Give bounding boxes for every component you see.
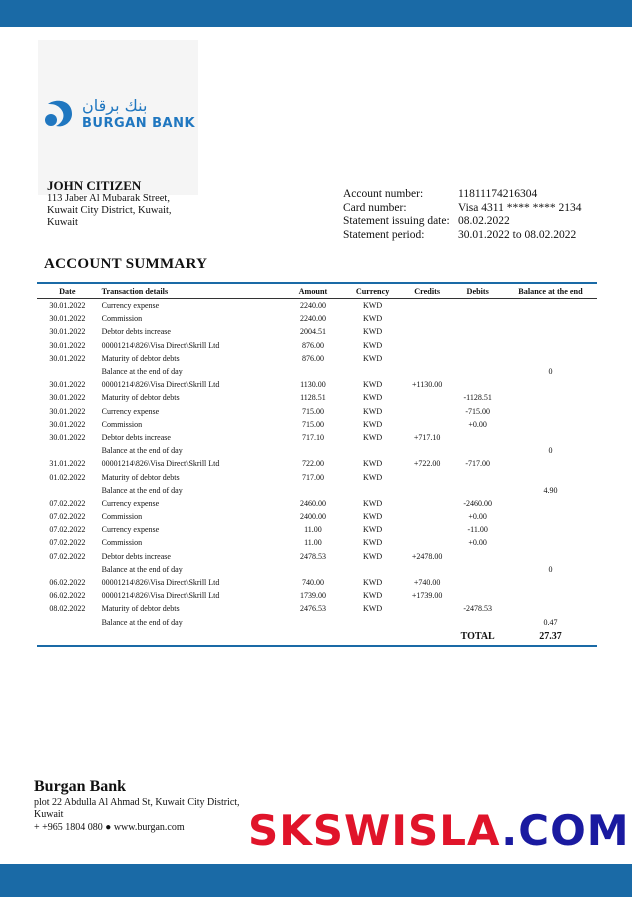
cell-date: 07.02.2022 [49, 538, 86, 548]
cell-details: 00001214\826\Visa Direct\Skrill Ltd [101, 591, 220, 601]
cell-details: Currency expense [101, 498, 160, 508]
cell-details: 00001214\826\Visa Direct\Skrill Ltd [101, 459, 220, 469]
cell-credits [403, 365, 452, 378]
cell-credits [403, 418, 452, 431]
cell-details: Balance at the end of day [101, 367, 183, 377]
watermark-tld: COM [518, 806, 630, 855]
top-banner [0, 0, 632, 27]
cell-amount: 722.00 [301, 459, 324, 469]
cell-credits: +2478.00 [411, 551, 443, 561]
cell-balance [504, 550, 597, 563]
cell-details: Commission [101, 538, 143, 548]
cell-currency: KWD [363, 512, 383, 522]
cell-date: 06.02.2022 [49, 591, 86, 601]
col-balance: Balance at the end [518, 286, 583, 296]
cell-debits: +0.00 [468, 419, 487, 429]
cell-currency: KWD [363, 551, 383, 561]
card-number-label: Card number: [343, 201, 407, 214]
table-row [37, 299, 597, 313]
cell-balance [504, 378, 597, 391]
cell-details: Currency expense [101, 301, 160, 311]
table-row [37, 418, 597, 431]
cell-credits [403, 510, 452, 523]
cell-balance [504, 510, 597, 523]
cell-details: Commission [101, 314, 143, 324]
cell-date: 30.01.2022 [49, 432, 86, 442]
cell-balance [504, 391, 597, 404]
cell-amount: 876.00 [301, 340, 324, 350]
cell-credits [403, 339, 452, 352]
cell-currency: KWD [363, 472, 383, 482]
cell-credits: +1739.00 [411, 591, 443, 601]
cell-currency: KWD [363, 459, 383, 469]
cell-details: 00001214\826\Visa Direct\Skrill Ltd [101, 380, 220, 390]
cell-details: Maturity of debtor debts [101, 353, 180, 363]
cell-amount: 1130.00 [300, 380, 326, 390]
cell-amount [284, 484, 343, 497]
cell-currency: KWD [363, 432, 383, 442]
table-row [37, 576, 597, 589]
footer-phone: + +965 1804 080 [34, 822, 103, 833]
cell-date: 30.01.2022 [49, 340, 86, 350]
cell-credits [403, 523, 452, 536]
cell-debits [451, 312, 504, 325]
cell-date: 30.01.2022 [49, 301, 86, 311]
table-row [37, 536, 597, 549]
table-row [37, 378, 597, 391]
cell-debits [451, 299, 504, 313]
cell-amount: 876.00 [301, 353, 324, 363]
cell-amount: 11.00 [304, 538, 322, 548]
cell-details: Balance at the end of day [101, 446, 183, 456]
cell-amount: 2240.00 [299, 314, 326, 324]
cell-date: 30.01.2022 [49, 419, 86, 429]
cell-amount: 2476.53 [299, 604, 326, 614]
cell-date: 30.01.2022 [49, 353, 86, 363]
cell-date: 08.02.2022 [49, 604, 86, 614]
cell-balance: 0 [548, 367, 553, 377]
cell-balance [504, 299, 597, 313]
account-number-label: Account number: [343, 188, 424, 200]
table-row [37, 484, 597, 497]
cell-credits [403, 405, 452, 418]
table-row [37, 602, 597, 615]
cell-currency: KWD [363, 419, 383, 429]
cell-debits: -717.00 [465, 459, 491, 469]
logo-english-text: BURGAN BANK [82, 116, 196, 131]
cell-balance [504, 576, 597, 589]
cell-details: Balance at the end of day [101, 564, 183, 574]
cell-date: 30.01.2022 [49, 327, 86, 337]
cell-balance [504, 536, 597, 549]
cell-currency: KWD [363, 604, 383, 614]
logo-area [38, 40, 198, 195]
cell-date [37, 484, 98, 497]
table-row [37, 563, 597, 576]
cell-debits [451, 470, 504, 483]
cell-currency: KWD [363, 340, 383, 350]
cell-balance [504, 405, 597, 418]
footer-bullet: ● [105, 822, 112, 833]
cell-debits: +0.00 [468, 512, 487, 522]
cell-details: Maturity of debtor debts [101, 393, 180, 403]
cell-currency: KWD [363, 498, 383, 508]
cell-amount: 1128.51 [300, 393, 326, 403]
cell-credits: +717.10 [413, 432, 441, 442]
cell-details: Debtor debts increase [101, 327, 171, 337]
cell-credits: +722.00 [413, 459, 441, 469]
cell-date: 01.02.2022 [49, 472, 86, 482]
cell-balance [504, 312, 597, 325]
table-row [37, 457, 597, 470]
table-row [37, 325, 597, 338]
cell-debits: -715.00 [465, 406, 491, 416]
footer-contact [34, 822, 185, 833]
cell-details: Commission [101, 419, 143, 429]
cell-credits [403, 312, 452, 325]
cell-debits: -11.00 [467, 525, 488, 535]
cell-amount: 2400.00 [299, 512, 326, 522]
table-row [37, 470, 597, 483]
table-row [37, 339, 597, 352]
table-row [37, 365, 597, 378]
cell-debits [451, 339, 504, 352]
cell-details: 00001214\826\Visa Direct\Skrill Ltd [101, 578, 220, 588]
cell-date: 30.01.2022 [49, 380, 86, 390]
table-row [37, 312, 597, 325]
cell-amount: 715.00 [301, 419, 324, 429]
cell-balance [504, 352, 597, 365]
cell-credits: +740.00 [413, 578, 441, 588]
cell-date: 07.02.2022 [49, 551, 86, 561]
cell-balance [504, 457, 597, 470]
cell-debits [451, 589, 504, 602]
cell-currency: KWD [363, 380, 383, 390]
cell-debits: +0.00 [468, 538, 487, 548]
cell-currency: KWD [363, 327, 383, 337]
cell-date: 07.02.2022 [49, 512, 86, 522]
col-credits: Credits [414, 286, 441, 296]
cell-date: 31.01.2022 [49, 459, 86, 469]
cell-amount: 717.00 [301, 472, 324, 482]
logo-arabic-text: بنك برقان [82, 96, 148, 115]
cell-details: Currency expense [101, 525, 160, 535]
cell-debits [451, 444, 504, 457]
cell-debits [451, 431, 504, 444]
cell-amount: 715.00 [301, 406, 324, 416]
cell-debits [451, 378, 504, 391]
table-row [37, 616, 597, 629]
bottom-banner [0, 864, 632, 897]
cell-debits [451, 484, 504, 497]
cell-debits [451, 563, 504, 576]
cell-currency: KWD [363, 393, 383, 403]
cell-credits [403, 352, 452, 365]
issuing-date-label: Statement issuing date: [343, 215, 450, 227]
footer-bank-name: Burgan Bank [34, 778, 127, 795]
cell-amount [284, 616, 343, 629]
cell-balance [504, 602, 597, 615]
cell-details: Commission [101, 512, 143, 522]
cell-debits [451, 325, 504, 338]
col-amount: Amount [298, 286, 328, 296]
cell-amount: 2240.00 [299, 301, 326, 311]
cell-currency: KWD [363, 353, 383, 363]
table-body [37, 299, 597, 629]
cell-amount: 740.00 [301, 578, 324, 588]
cell-amount: 2004.51 [299, 327, 326, 337]
cell-currency: KWD [363, 591, 383, 601]
table-row [37, 405, 597, 418]
cell-date [37, 365, 98, 378]
table-row [37, 510, 597, 523]
cell-credits [403, 536, 452, 549]
customer-address: 113 Jaber Al Mubarak Street, Kuwait City District, Kuwait, Kuwait [47, 193, 172, 228]
col-debits: Debits [466, 286, 489, 296]
cell-credits [403, 616, 452, 629]
cell-debits [451, 576, 504, 589]
cell-credits [403, 299, 452, 313]
cell-credits [403, 602, 452, 615]
cell-details: Debtor debts increase [101, 432, 171, 442]
table-row [37, 550, 597, 563]
cell-currency: KWD [363, 406, 383, 416]
cell-debits [451, 550, 504, 563]
cell-credits [403, 391, 452, 404]
total-label: TOTAL [460, 631, 495, 643]
cell-amount: 2460.00 [299, 498, 326, 508]
cell-credits [403, 563, 452, 576]
account-number-row [343, 188, 581, 202]
cell-balance [504, 470, 597, 483]
cell-details: Maturity of debtor debts [101, 604, 180, 614]
cell-amount [284, 365, 343, 378]
cell-balance [504, 418, 597, 431]
table-row [37, 431, 597, 444]
cell-currency [342, 484, 403, 497]
cell-details: Balance at the end of day [101, 485, 183, 495]
burgan-logo-icon [42, 96, 78, 132]
watermark [248, 806, 630, 855]
cell-amount: 717.10 [301, 432, 324, 442]
cell-balance: 4.90 [543, 485, 558, 495]
cell-date: 30.01.2022 [49, 393, 86, 403]
statement-period-value: 30.01.2022 to 08.02.2022 [458, 228, 577, 241]
cell-details: Balance at the end of day [101, 617, 183, 627]
cell-details: Maturity of debtor debts [101, 472, 180, 482]
account-summary-title: ACCOUNT SUMMARY [44, 256, 208, 272]
cell-credits [403, 325, 452, 338]
issuing-date-row [343, 215, 581, 229]
cell-currency [342, 444, 403, 457]
table-row [37, 523, 597, 536]
issuing-date-value: 08.02.2022 [458, 215, 510, 227]
statement-period-row [343, 229, 581, 243]
cell-date: 07.02.2022 [49, 525, 86, 535]
cell-date [37, 616, 98, 629]
cell-debits: -2478.53 [463, 604, 493, 614]
cell-currency: KWD [363, 578, 383, 588]
cell-balance: 0.47 [543, 617, 558, 627]
cell-balance [504, 589, 597, 602]
footer-bank-address: plot 22 Abdulla Al Ahmad St, Kuwait City District, Kuwait [34, 797, 240, 820]
card-number-value: Visa 4311 **** **** 2134 [458, 201, 582, 214]
cell-debits [451, 365, 504, 378]
cell-currency [342, 563, 403, 576]
footer-website[interactable]: www.burgan.com [113, 822, 185, 833]
cell-date: 06.02.2022 [49, 578, 86, 588]
cell-debits [451, 352, 504, 365]
cell-debits [451, 616, 504, 629]
cell-balance [504, 497, 597, 510]
cell-currency: KWD [363, 525, 383, 535]
cell-debits: -2460.00 [463, 498, 493, 508]
watermark-main: SKSWISLA [248, 806, 502, 855]
cell-date: 30.01.2022 [49, 314, 86, 324]
total-row [37, 629, 597, 646]
cell-currency: KWD [363, 301, 383, 311]
cell-currency: KWD [363, 538, 383, 548]
col-date: Date [59, 286, 76, 296]
account-details [343, 188, 581, 242]
cell-balance: 0 [548, 564, 553, 574]
cell-balance [504, 325, 597, 338]
watermark-dot: . [501, 806, 519, 855]
cell-details: 00001214\826\Visa Direct\Skrill Ltd [101, 340, 220, 350]
cell-amount: 1739.00 [299, 591, 326, 601]
cell-amount: 11.00 [304, 525, 322, 535]
total-value: 27.37 [539, 631, 562, 643]
table-header-row [37, 283, 597, 299]
table-row [37, 444, 597, 457]
col-details: Transaction details [101, 286, 169, 296]
cell-credits: +1130.00 [412, 380, 443, 390]
table-row [37, 497, 597, 510]
cell-amount [284, 444, 343, 457]
table-row [37, 391, 597, 404]
cell-details: Debtor debts increase [101, 551, 171, 561]
account-number-value: 11811174216304 [458, 188, 538, 200]
card-number-row [343, 202, 581, 216]
cell-balance [504, 523, 597, 536]
cell-details: Currency expense [101, 406, 160, 416]
cell-amount [284, 563, 343, 576]
col-currency: Currency [355, 286, 390, 296]
cell-balance [504, 431, 597, 444]
cell-debits: -1128.51 [463, 393, 492, 403]
table-row [37, 352, 597, 365]
customer-name: JOHN CITIZEN [47, 178, 142, 193]
transactions-table [37, 282, 597, 647]
cell-credits [403, 470, 452, 483]
cell-currency: KWD [363, 314, 383, 324]
cell-date: 07.02.2022 [49, 498, 86, 508]
cell-credits [403, 444, 452, 457]
cell-balance [504, 339, 597, 352]
cell-credits [403, 497, 452, 510]
cell-credits [403, 484, 452, 497]
table-row [37, 589, 597, 602]
cell-currency [342, 365, 403, 378]
cell-date [37, 563, 98, 576]
cell-balance: 0 [548, 446, 553, 456]
cell-date [37, 444, 98, 457]
cell-date: 30.01.2022 [49, 406, 86, 416]
cell-amount: 2478.53 [299, 551, 326, 561]
cell-currency [342, 616, 403, 629]
statement-period-label: Statement period: [343, 228, 425, 241]
